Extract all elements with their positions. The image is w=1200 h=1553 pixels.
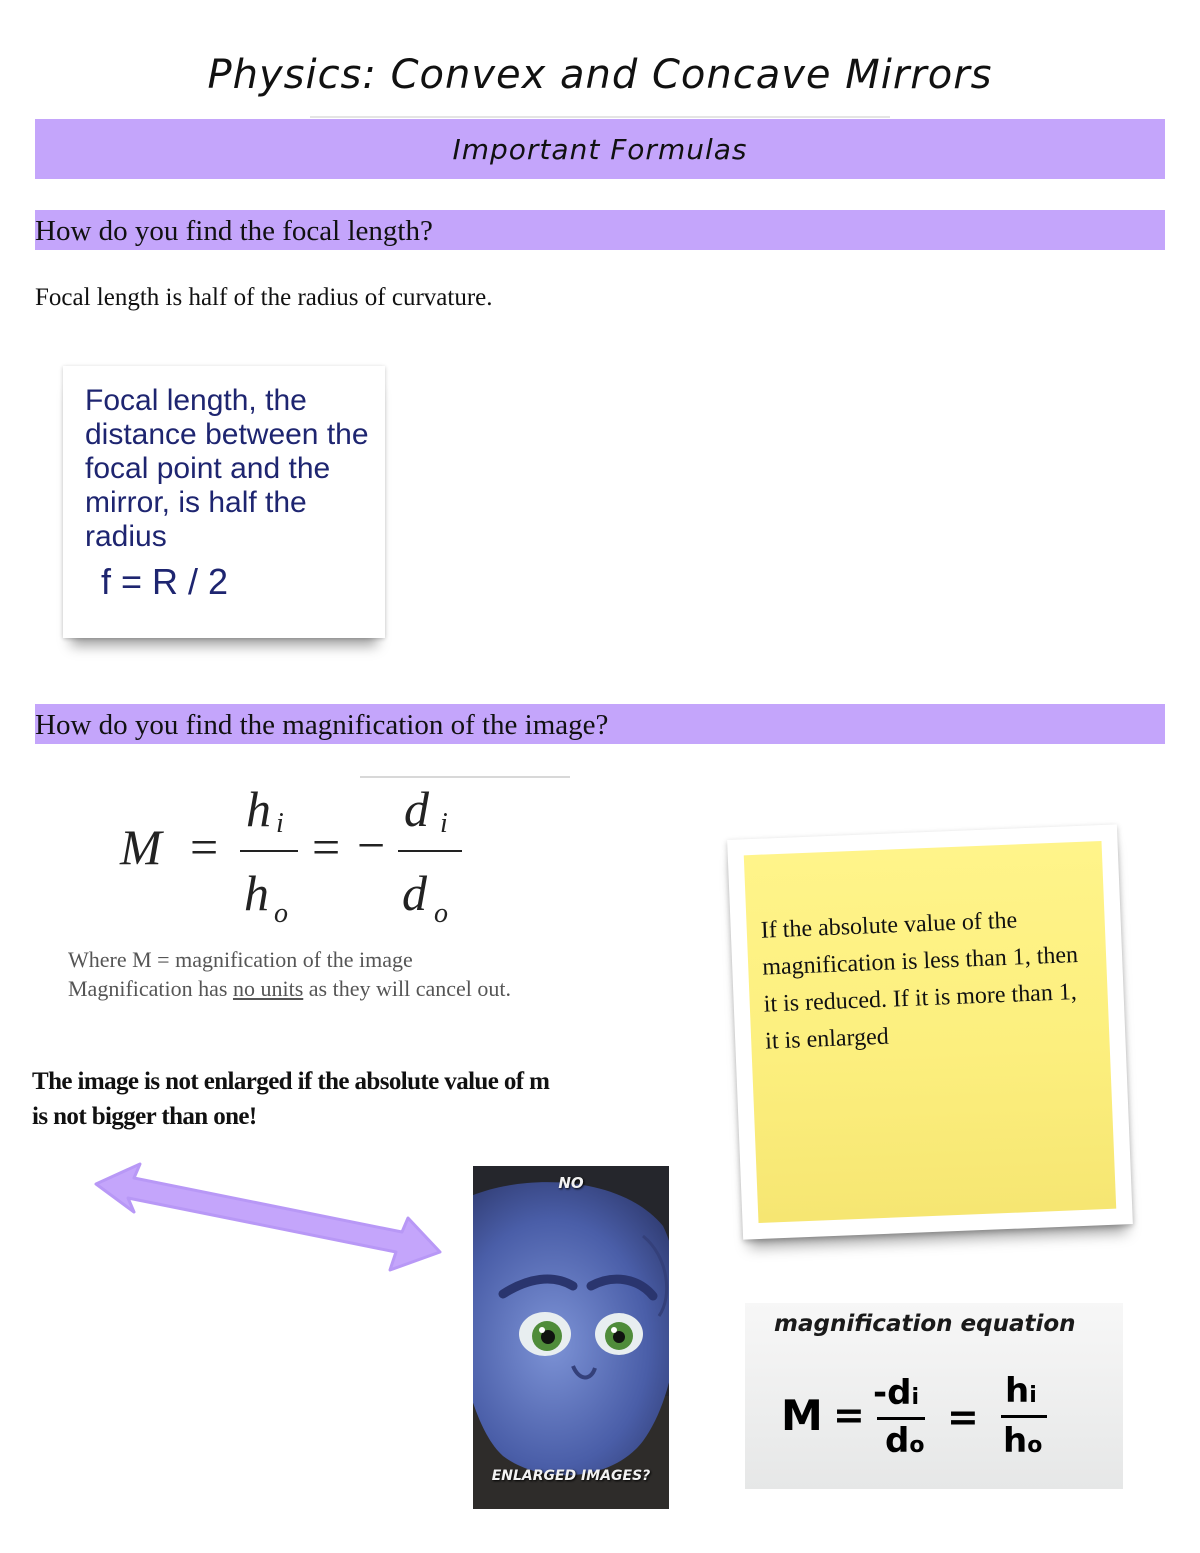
eq-den-1: do [885,1421,925,1461]
title-divider [310,116,890,118]
magnification-question-band [35,704,1165,744]
formula-h-numerator: h [246,781,271,837]
meme-top-caption: NO [558,1174,584,1192]
formula-h-denominator: h [244,865,269,921]
formula-h-numerator-sub: i [276,808,284,839]
formula-top-rule [360,776,570,778]
magnification-equation-card [745,1303,1123,1489]
formula-equals-2: = [312,819,341,875]
formula-d-denominator-sub: o [434,898,448,929]
formula-equals-1: = [190,819,219,875]
eq-num-2: hi [1005,1371,1037,1411]
formula-d-denominator: d [402,865,427,921]
focal-answer: Focal length is half of the radius of curvature. [35,284,493,311]
formula-M: M [120,819,162,875]
eq-M: M [781,1391,823,1440]
section-banner-text: Important Formulas [452,133,748,166]
eq-bar-2 [1001,1415,1047,1418]
eq-equals-1: = [833,1393,865,1437]
formula-h-denominator-sub: o [274,898,288,929]
focal-question: How do you find the focal length? [35,215,433,247]
magnification-definition [68,945,568,1003]
sticky-note [727,824,1133,1239]
focal-question-band [35,210,1165,250]
meme-bottom-caption: ENLARGED IMAGES? [491,1468,651,1484]
focal-length-card [63,366,385,638]
page-title: Physics: Convex and Concave Mirrors [207,52,993,98]
sticky-note-paper [744,841,1116,1223]
formula-minus: − [357,817,386,873]
focal-card-formula: f = R / 2 [101,561,229,602]
eq-bar-1 [877,1417,925,1420]
definition-line-2: Magnification has no units as they will cancel out. [68,976,511,1001]
eq-den-2: ho [1003,1421,1043,1461]
sticky-note-text: If the absolute value of the magnification is less than 1, then it is reduced. If it is more than 1, it is enlarged [760,907,1079,1055]
definition-line-1: Where M = magnification of the image [68,947,413,972]
formula-fraction-bar-2 [398,850,462,852]
focal-card-text: Focal length, the distance between the focal point and the mirror, is half the radius [85,384,369,553]
section-banner [35,119,1165,179]
magnification-question: How do you find the magnification of the image? [35,709,609,741]
megamind-meme-image [473,1166,669,1509]
double-headed-arrow-icon [90,1160,450,1280]
equation-card-label: magnification equation [774,1311,1076,1337]
formula-fraction-bar-1 [240,850,298,852]
no-units-underlined: no units [232,976,304,1001]
formula-d-numerator: d [404,781,429,837]
eq-num-1: -di [873,1373,919,1413]
meme-illustration [473,1166,669,1509]
formula-d-numerator-sub: i [440,808,448,839]
enlarged-note: The image is not enlarged if the absolute value of m is not bigger than one! [32,1068,550,1130]
eq-equals-2: = [947,1395,979,1439]
